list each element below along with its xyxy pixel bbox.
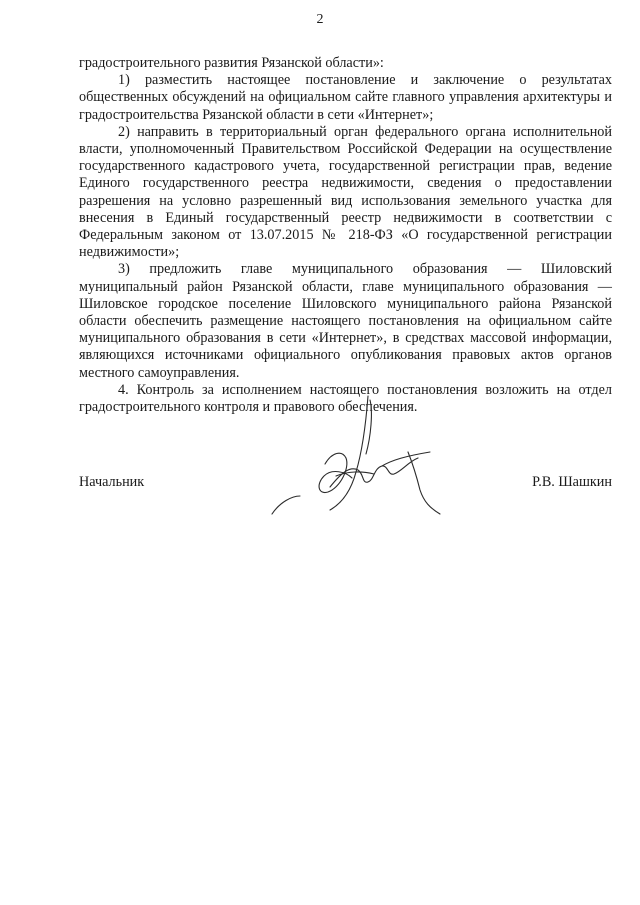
- paragraph-continuation: градостроительного развития Рязанской области»:: [79, 55, 384, 71]
- page-number: 2: [316, 12, 324, 27]
- paragraph-item-2: 2) направить в территориальный орган федерального органа исполнительной власти, уполномоченный Правительством Российской Федерации на осуществление государственного кадастрового учета, государственной регистрации прав, ведение Единого государственного реестра недвижимости, сведения о предоставлении разрешения на условно разрешенный вид использования земельного участка для внесения в Единый государственный реестр недвижимости в соответствии с Федеральным законом от 13.07.2015 № 218-ФЗ «О государственной регистрации недвижимости»;: [79, 123, 612, 261]
- paragraph-item-3: 3) предложить главе муниципального образования — Шиловский муниципальный район Рязанской области, главе муниципального образования — Шиловское городское поселение Шиловского муниципального района Рязанской области обеспечить размещение настоящего постановления на официальном сайте муниципального образования в сети «Интернет», в средствах массовой информации, являющихся источниками официального опубликования правовых актов органов местного самоуправления.: [79, 261, 612, 381]
- signer-name: Р.В. Шашкин: [532, 474, 612, 490]
- signer-position: Начальник: [79, 474, 145, 490]
- signature-block: [79, 474, 612, 494]
- paragraph-item-4: 4. Контроль за исполнением настоящего постановления возложить на отдел градостроительного контроля и правового обеспечения.: [79, 381, 612, 416]
- paragraph-item-1: 1) разместить настоящее постановление и заключение о результатах общественных обсуждений на официальном сайте главного управления архитектуры и градостроительства Рязанской области в сети «Интернет»;: [79, 72, 612, 123]
- handwritten-signature: [270, 392, 445, 517]
- document-body: [79, 55, 612, 416]
